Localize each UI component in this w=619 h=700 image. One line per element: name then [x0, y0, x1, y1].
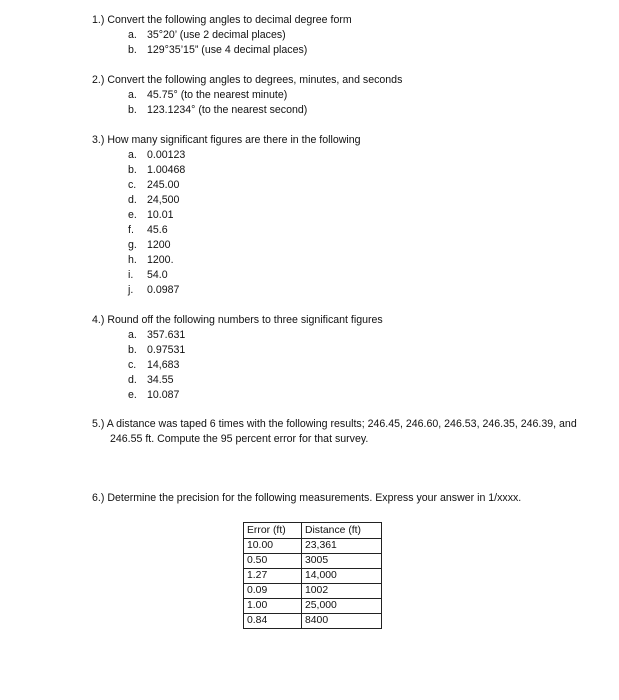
list-item [92, 223, 592, 238]
question-4 [92, 313, 592, 403]
distance-cell: 25,000 [302, 599, 382, 614]
question-number: 2.) [92, 74, 105, 86]
item-text: 45.6 [147, 224, 168, 236]
question-5 [92, 417, 592, 447]
item-text: 10.087 [147, 389, 180, 401]
distance-cell: 23,361 [302, 539, 382, 554]
table-row [244, 584, 382, 599]
item-text: 14,683 [147, 359, 180, 371]
error-cell: 0.50 [244, 554, 302, 569]
question-number: 6.) [92, 492, 105, 504]
error-cell: 10.00 [244, 539, 302, 554]
item-text: 357.631 [147, 329, 186, 341]
item-label: g. [128, 239, 137, 251]
question-number: 1.) [92, 14, 105, 26]
item-label: e. [128, 209, 137, 221]
question-4-items [92, 328, 592, 403]
item-label: a. [128, 149, 137, 161]
question-text: Convert the following angles to decimal degree form [107, 14, 352, 26]
list-item [92, 88, 592, 103]
list-item [92, 28, 592, 43]
list-item [92, 178, 592, 193]
question-1-items [92, 28, 592, 58]
distance-cell: 1002 [302, 584, 382, 599]
error-cell: 0.09 [244, 584, 302, 599]
list-item [92, 163, 592, 178]
table-header-row [244, 523, 382, 539]
item-label: d. [128, 194, 137, 206]
item-text: 123.1234° (to the nearest second) [147, 104, 308, 116]
error-cell: 1.27 [244, 569, 302, 584]
question-text: A distance was taped 6 times with the following results; 246.45, 246.60, 246.53, 246.35, 246.39, and 246.55 ft. Compute the 95 percent error for that survey. [106, 418, 577, 445]
error-cell: 0.84 [244, 614, 302, 629]
table-row [244, 554, 382, 569]
item-label: b. [128, 44, 137, 56]
distance-cell: 3005 [302, 554, 382, 569]
item-text: 45.75° (to the nearest minute) [147, 89, 288, 101]
item-text: 245.00 [147, 179, 180, 191]
question-1-prompt [92, 13, 592, 28]
list-item [92, 238, 592, 253]
list-item [92, 208, 592, 223]
list-item [92, 193, 592, 208]
distance-cell: 8400 [302, 614, 382, 629]
item-text: 129°35’15” (use 4 decimal places) [147, 44, 308, 56]
list-item [92, 388, 592, 403]
question-3 [92, 133, 592, 298]
item-label: h. [128, 254, 137, 266]
list-item [92, 268, 592, 283]
item-label: d. [128, 374, 137, 386]
table-row [244, 569, 382, 584]
column-header-distance: Distance (ft) [302, 523, 382, 539]
question-3-items [92, 148, 592, 298]
question-text: Convert the following angles to degrees, minutes, and seconds [107, 74, 403, 86]
item-text: 1.00468 [147, 164, 186, 176]
table-row [244, 539, 382, 554]
item-label: c. [128, 179, 137, 191]
list-item [92, 373, 592, 388]
question-6 [92, 491, 592, 506]
list-item [92, 253, 592, 268]
item-label: e. [128, 389, 137, 401]
list-item [92, 358, 592, 373]
question-5-prompt [92, 417, 580, 447]
item-text: 1200 [147, 239, 171, 251]
item-text: 34.55 [147, 374, 174, 386]
item-text: 10.01 [147, 209, 174, 221]
list-item [92, 343, 592, 358]
item-text: 1200. [147, 254, 174, 266]
item-text: 0.00123 [147, 149, 186, 161]
item-label: b. [128, 344, 137, 356]
list-item [92, 283, 592, 298]
item-text: 35°20’ (use 2 decimal places) [147, 29, 286, 41]
question-2-items [92, 88, 592, 118]
precision-table [243, 522, 382, 629]
question-text: Determine the precision for the following measurements. Express your answer in 1/xxxx. [107, 492, 522, 504]
question-text: How many significant figures are there in the following [107, 134, 361, 146]
question-number: 5.) [92, 418, 105, 430]
distance-cell: 14,000 [302, 569, 382, 584]
list-item [92, 328, 592, 343]
item-label: a. [128, 89, 137, 101]
table-row [244, 614, 382, 629]
question-4-prompt [92, 313, 592, 328]
list-item [92, 43, 592, 58]
item-label: b. [128, 104, 137, 116]
item-text: 0.0987 [147, 284, 180, 296]
list-item [92, 103, 592, 118]
item-text: 24,500 [147, 194, 180, 206]
question-number: 3.) [92, 134, 105, 146]
item-label: i. [128, 269, 134, 281]
question-text: Round off the following numbers to three significant figures [107, 314, 383, 326]
item-text: 54.0 [147, 269, 168, 281]
error-cell: 1.00 [244, 599, 302, 614]
question-2-prompt [92, 73, 592, 88]
question-1 [92, 13, 592, 58]
item-label: a. [128, 329, 137, 341]
question-3-prompt [92, 133, 592, 148]
column-header-error: Error (ft) [244, 523, 302, 539]
item-label: j. [128, 284, 134, 296]
item-label: b. [128, 164, 137, 176]
question-6-prompt [92, 491, 550, 506]
question-2 [92, 73, 592, 118]
list-item [92, 148, 592, 163]
item-label: c. [128, 359, 137, 371]
question-number: 4.) [92, 314, 105, 326]
table-row [244, 599, 382, 614]
item-label: a. [128, 29, 137, 41]
item-label: f. [128, 224, 134, 236]
item-text: 0.97531 [147, 344, 186, 356]
